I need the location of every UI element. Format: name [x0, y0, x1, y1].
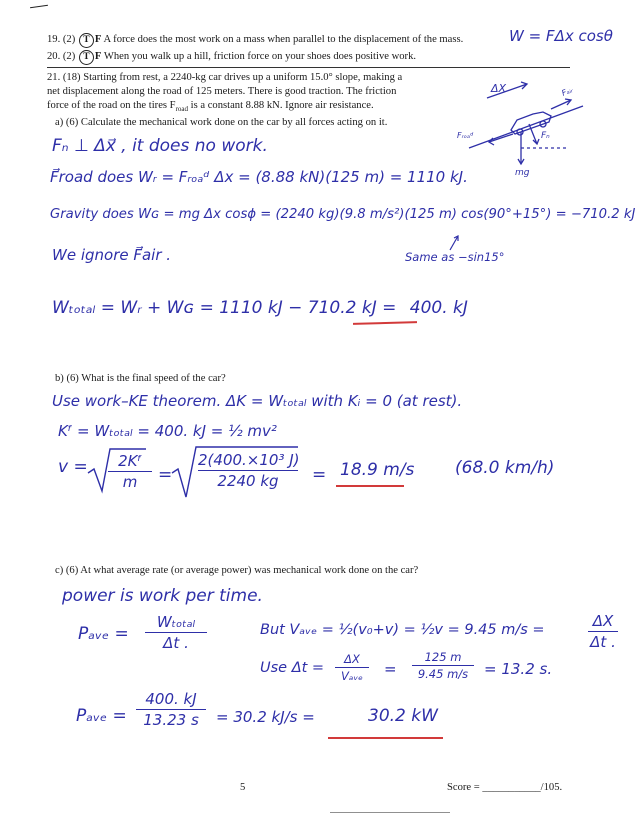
score-total: /105. [540, 782, 563, 793]
b-equals: = [158, 465, 173, 485]
b-fraction1 [108, 452, 152, 491]
incline-diagram [455, 78, 595, 180]
fn-label: Fₙ [541, 131, 550, 141]
a-road-work-line: F⃗road does Wᵣ = Fᵣₒₐᵈ Δx = (8.88 kN)(125 m) = 1110 kJ. [50, 168, 468, 186]
c-dt-label: Use Δt = [260, 660, 325, 676]
sin-note-arrow [440, 232, 480, 252]
froad-label: Fᵣₒₐᵈ [457, 131, 474, 140]
q20-false: F [94, 51, 102, 62]
divider [47, 67, 570, 68]
c-pave-label2: Pₐᵥₑ = [76, 706, 127, 726]
q21-line2: net displacement along the road of 125 meters. There is good traction. The friction [47, 86, 397, 97]
c-fraction-dx-v-num: ΔX [344, 652, 360, 666]
question-19 [47, 33, 463, 48]
page-number: 5 [240, 782, 246, 793]
a-answer-underline [353, 321, 417, 324]
dx-label: ΔX [491, 82, 507, 95]
a-total-work-answer: 400. kJ [409, 298, 468, 318]
scan-mark-bottom [330, 812, 450, 813]
c-pave-label: Pₐᵥₑ = [78, 624, 129, 644]
c-vave-line: But Vₐᵥₑ = ½(v₀+v) = ½v = 9.45 m/s = [260, 622, 545, 638]
b-answer-underline [336, 485, 404, 487]
b-speed-answer: 18.9 m/s [340, 460, 415, 480]
b-kmh-value: (68.0 km/h) [455, 458, 555, 478]
c-dt-result: = 13.2 s. [484, 660, 553, 678]
b-theorem-line: Use work–KE theorem. ΔK = Wₜₒₜₐₗ with Kᵢ = 0 (at rest). [52, 392, 463, 410]
c-fraction-power-den: 13.23 s [143, 711, 199, 730]
q19-true-circled: T [79, 33, 94, 48]
a-total-work-line [52, 298, 468, 318]
question-20 [47, 50, 416, 65]
q20-true-circled: T [79, 50, 94, 65]
q21-line3: force of the road on the tires $F_{road}$ is a constant 8.88 kN. Ignore air resistance. [47, 100, 374, 114]
c-fraction-945-den: 9.45 m/s [417, 667, 469, 682]
b-fraction2-den: 2240 kg [217, 472, 279, 491]
q19-handwritten-answer: W = FΔx cosθ [509, 27, 613, 45]
b-final-ke-line: Kᶠ = Wₜₒₜₐₗ = 400. kJ = ½ mv² [58, 422, 277, 440]
c-fraction-dx-dt-den: Δt . [590, 633, 616, 652]
q20-text: When you walk up a hill, friction force on your shoes does positive work. [103, 51, 417, 62]
b-fraction2-num: 2(400.×10³ J) [198, 451, 300, 469]
b-v-label: v = [58, 457, 88, 477]
b-fraction1-num: 2Kᶠ [118, 452, 142, 470]
a-normal-force-line: Fₙ ⊥ Δx⃗ , it does no work. [52, 136, 268, 156]
b-fraction1-den: m [122, 473, 138, 492]
c-fraction-125-945 [412, 650, 474, 681]
a-total-work-expression: Wₜₒₜₐₗ = Wᵣ + Wɢ = 1110 kJ − 710.2 kJ = [52, 298, 397, 318]
q19-false: F [94, 34, 102, 45]
b-fraction2 [198, 451, 298, 490]
c-fraction-power-num: 400. kJ [145, 690, 197, 708]
scan-mark [30, 5, 48, 8]
c-fraction-125-num: 125 m [424, 650, 462, 664]
c-definition-line: power is work per time. [62, 586, 263, 606]
a-ignore-air-line: We ignore F⃗air . [52, 246, 172, 264]
c-fraction-dx-v [335, 652, 369, 683]
c-fraction-power [136, 690, 206, 729]
part-b-prompt: b) (6) What is the final speed of the car? [55, 373, 226, 384]
a-gravity-work-line: Gravity does Wɢ = mg Δx cosϕ = (2240 kg)(9.8 m/s²)(125 m) cos(90°+15°) = −710.2 kJ [50, 207, 636, 222]
score-blank: ___________ [482, 782, 541, 793]
c-fraction-wt-num: Wₜₒₜₐₗ [156, 613, 196, 631]
score-line [447, 782, 562, 793]
q20-number: 20. (2) [47, 51, 76, 62]
c-fraction-dx-v-den: Vₐᵥₑ [341, 669, 363, 684]
c-dt-equals: = [384, 660, 397, 678]
q21-line1: 21. (18) Starting from rest, a 2240-kg car drives up a uniform 15.0° slope, making a [47, 72, 403, 83]
b-equals2: = [312, 465, 327, 485]
q19-text: A force does the most work on a mass when parallel to the displacement of the mass. [103, 34, 464, 45]
c-power-answer: 30.2 kW [368, 706, 438, 726]
a-sin-note: Same as −sin15° [405, 250, 505, 264]
c-fraction-dx-dt-num: ΔX [592, 612, 614, 630]
c-power-result: = 30.2 kJ/s = [216, 708, 315, 726]
mg-label: mg [515, 168, 530, 178]
fair-label: Fₐᵢᵣ [560, 85, 575, 98]
c-fraction-wt [145, 613, 207, 652]
c-fraction-wt-den: Δt . [163, 634, 189, 653]
score-label: Score = [447, 782, 483, 793]
q19-number: 19. (2) [47, 34, 76, 45]
part-c-prompt: c) (6) At what average rate (or average power) was mechanical work done on the car? [55, 565, 419, 576]
c-fraction-dx-dt [588, 612, 618, 651]
c-answer-underline [328, 737, 443, 739]
part-a-prompt: a) (6) Calculate the mechanical work done on the car by all forces acting on it. [55, 117, 388, 128]
